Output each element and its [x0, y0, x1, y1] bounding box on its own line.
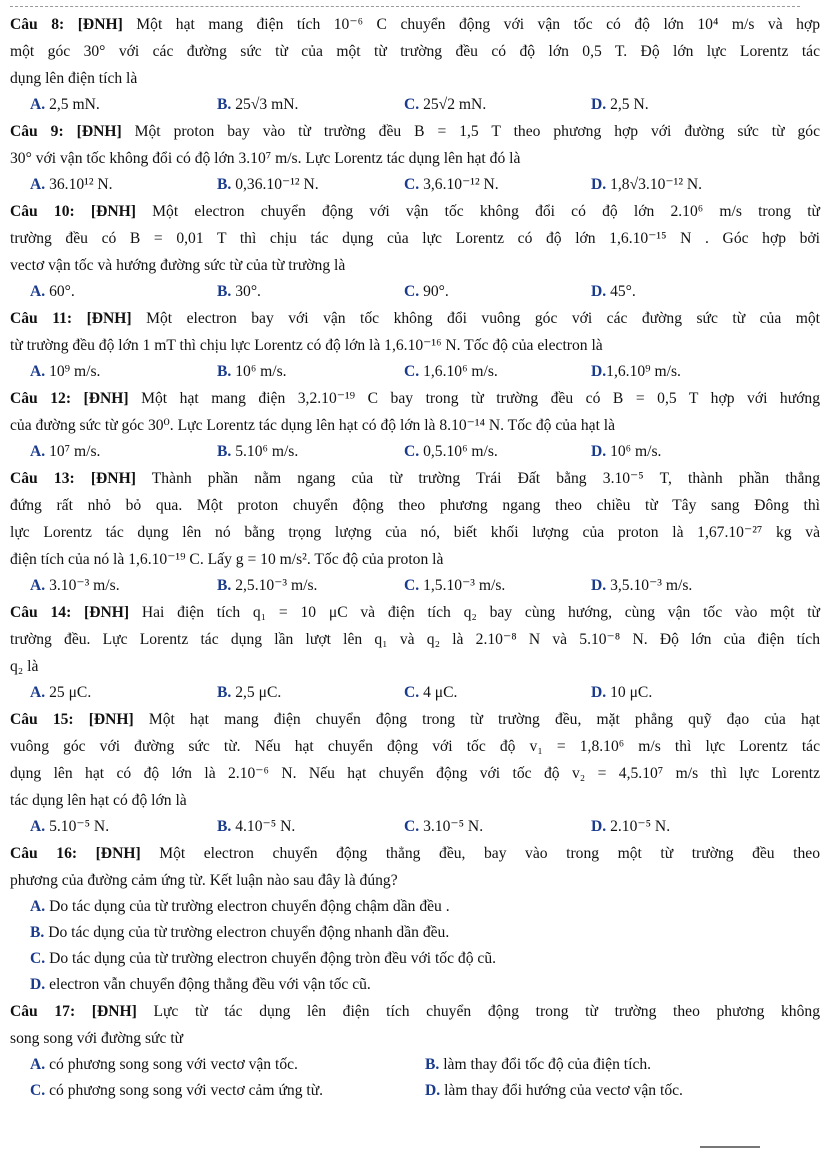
question-14-line-2: trường đều. Lực Lorentz tác dụng lần lượt lên q₁ và q₂ là 2.10⁻⁸ N và 5.10⁻⁸ N. Độ lớn của điện tích: [10, 631, 820, 648]
option-d-text: làm thay đổi hướng của vectơ vận tốc.: [444, 1082, 683, 1099]
question-13-line-4: điện tích của nó là 1,6.10⁻¹⁹ C. Lấy g = 10 m/s². Tốc độ của proton là: [10, 551, 444, 568]
question-15-text-1: Một hạt mang điện chuyển động trong từ trường đều, mặt phẳng quỹ đạo của hạt: [148, 711, 820, 728]
option-a-label: A.: [30, 96, 46, 113]
question-11-option-c[interactable]: [404, 359, 591, 385]
question-8-option-d[interactable]: [591, 92, 778, 118]
option-d-label: D.: [591, 443, 607, 460]
question-12-line-1: [10, 385, 820, 412]
question-9-line-2: 30° với vận tốc không đổi có độ lớn 3.10⁷ m/s. Lực Lorentz tác dụng lên hạt đó là: [10, 150, 521, 167]
option-c-label: C.: [404, 684, 420, 701]
option-d-text: 3,5.10⁻³ m/s.: [610, 577, 693, 594]
question-10: [10, 198, 820, 305]
question-16-number: Câu 16: [ĐNH]: [10, 845, 141, 862]
question-10-option-c[interactable]: [404, 279, 591, 305]
option-a-text: 10⁹ m/s.: [49, 363, 101, 380]
question-9-options: [10, 172, 820, 198]
option-b-label: B.: [217, 577, 232, 594]
option-d-text: 2,5 N.: [610, 96, 649, 113]
question-16-option-b[interactable]: [10, 920, 820, 946]
option-c-label: C.: [404, 283, 420, 300]
question-11-number: Câu 11: [ĐNH]: [10, 310, 132, 327]
question-10-option-b[interactable]: [217, 279, 404, 305]
question-14-options: [10, 680, 820, 706]
option-d-label: D.: [591, 684, 607, 701]
question-8-line-1: [10, 11, 820, 38]
question-13-options: [10, 573, 820, 599]
question-13-line-1: [10, 465, 820, 492]
option-a-text: có phương song song với vectơ vận tốc.: [49, 1056, 298, 1073]
question-15-options: [10, 814, 820, 840]
question-8-option-a[interactable]: [30, 92, 217, 118]
question-8-line-3: dụng lên điện tích là: [10, 70, 138, 87]
question-11-option-d[interactable]: [591, 359, 778, 385]
option-c-label: C.: [404, 443, 420, 460]
option-d-text: 45°.: [610, 283, 636, 300]
question-15-option-a[interactable]: [30, 814, 217, 840]
question-15-number: Câu 15: [ĐNH]: [10, 711, 134, 728]
question-16-option-c[interactable]: [10, 946, 820, 972]
question-13-option-c[interactable]: [404, 573, 591, 599]
option-a-label: A.: [30, 363, 46, 380]
option-c-label: C.: [404, 577, 420, 594]
question-14-option-a[interactable]: [30, 680, 217, 706]
question-17-option-a[interactable]: [30, 1052, 425, 1078]
option-d-text: electron vẫn chuyển động thẳng đều với vận tốc cũ.: [49, 976, 371, 993]
question-14-text-1: Hai điện tích q₁ = 10 μC và điện tích q₂ bay cùng hướng, cùng vận tốc vào một từ: [141, 604, 820, 621]
question-16: [10, 840, 820, 998]
question-14: [10, 599, 820, 706]
option-c-text: 1,6.10⁶ m/s.: [423, 363, 498, 380]
question-12-line-2: của đường sức từ góc 30⁰. Lực Lorentz tác dụng lên hạt có độ lớn là 8.10⁻¹⁴ N. Tốc độ của hạt là: [10, 417, 616, 434]
option-c-label: C.: [404, 176, 420, 193]
question-12-option-a[interactable]: [30, 439, 217, 465]
option-b-text: 30°.: [235, 283, 261, 300]
question-14-line-3: q₂ là: [10, 658, 39, 675]
question-17-option-c[interactable]: [30, 1078, 425, 1104]
question-8-option-c[interactable]: [404, 92, 591, 118]
option-c-label: C.: [30, 1082, 46, 1099]
option-d-text: 10 μC.: [610, 684, 653, 701]
question-13-line-3: lực Lorentz tác dụng lên nó bằng trọng lượng của nó, biết khối lượng của proton là 1,67.10⁻²⁷ kg và: [10, 524, 820, 541]
question-12-number: Câu 12: [ĐNH]: [10, 390, 129, 407]
option-c-text: 25√2 mN.: [423, 96, 487, 113]
option-b-label: B.: [217, 96, 232, 113]
option-a-text: 10⁷ m/s.: [49, 443, 101, 460]
question-17-options-row-2: [10, 1078, 820, 1104]
option-b-text: làm thay đổi tốc độ của điện tích.: [443, 1056, 652, 1073]
question-17-option-b[interactable]: [425, 1052, 820, 1078]
question-11: [10, 305, 820, 385]
option-b-label: B.: [217, 176, 232, 193]
option-c-text: 4 μC.: [423, 684, 458, 701]
option-d-label: D.: [30, 976, 46, 993]
option-b-text: Do tác dụng của từ trường electron chuyển động nhanh dần đều.: [48, 924, 450, 941]
option-c-text: 90°.: [423, 283, 449, 300]
question-10-text-1: Một electron chuyển động với vận tốc không đổi có độ lớn 2.10⁶ m/s trong từ: [152, 203, 820, 220]
option-d-text: 1,6.10⁹ m/s.: [606, 363, 681, 380]
option-b-label: B.: [217, 363, 232, 380]
question-8-text-1: Một hạt mang điện tích 10⁻⁶ C chuyển động với vận tốc có độ lớn 10⁴ m/s và hợp: [136, 16, 820, 33]
question-16-option-a[interactable]: [10, 894, 820, 920]
option-d-label: D.: [591, 283, 607, 300]
option-a-text: 36.10¹² N.: [49, 176, 113, 193]
question-14-number: Câu 14: [ĐNH]: [10, 604, 130, 621]
question-17-option-d[interactable]: [425, 1078, 820, 1104]
question-11-text-1: Một electron bay với vận tốc không đổi vuông góc với các đường sức từ của một: [146, 310, 820, 327]
option-b-text: 10⁶ m/s.: [235, 363, 287, 380]
question-15-line-3: dụng lên hạt có độ lớn là 2.10⁻⁶ N. Nếu hạt chuyển động với tốc độ v₂ = 4,5.10⁷ m/s thì lực Lorentz: [10, 765, 820, 782]
question-15-option-c[interactable]: [404, 814, 591, 840]
question-10-options: [10, 279, 820, 305]
option-b-label: B.: [217, 443, 232, 460]
option-a-label: A.: [30, 684, 46, 701]
question-10-number: Câu 10: [ĐNH]: [10, 203, 136, 220]
option-b-text: 2,5 μC.: [235, 684, 282, 701]
option-d-text: 10⁶ m/s.: [610, 443, 662, 460]
question-15-option-b[interactable]: [217, 814, 404, 840]
option-d-label: D.: [591, 577, 607, 594]
question-16-line-1: [10, 840, 820, 867]
option-d-label: D.: [591, 96, 607, 113]
question-10-option-a[interactable]: [30, 279, 217, 305]
question-13-option-d[interactable]: [591, 573, 778, 599]
option-d-text: 2.10⁻⁵ N.: [610, 818, 671, 835]
option-a-text: 5.10⁻⁵ N.: [49, 818, 110, 835]
question-13: [10, 465, 820, 599]
question-11-line-2: từ trường đều độ lớn 1 mT thì chịu lực Lorentz có độ lớn là 1,6.10⁻¹⁶ N. Tốc độ của electron là: [10, 337, 603, 354]
option-b-text: 0,36.10⁻¹² N.: [235, 176, 319, 193]
option-a-text: 3.10⁻³ m/s.: [49, 577, 120, 594]
question-14-option-d[interactable]: [591, 680, 778, 706]
option-d-label: D.: [425, 1082, 441, 1099]
option-c-text: 0,5.10⁶ m/s.: [423, 443, 498, 460]
option-b-text: 2,5.10⁻³ m/s.: [235, 577, 318, 594]
question-11-option-b[interactable]: [217, 359, 404, 385]
question-14-line-1: [10, 599, 820, 626]
question-sheet: [0, 7, 830, 1104]
option-a-text: 2,5 mN.: [49, 96, 100, 113]
question-8-line-2: một góc 30° với các đường sức từ của một từ trường đều có độ lớn 0,5 T. Độ lớn lực Lorentz tác: [10, 43, 820, 60]
question-17-number: Câu 17: [ĐNH]: [10, 1003, 137, 1020]
question-12-text-1: Một hạt mang điện 3,2.10⁻¹⁹ C bay trong từ trường đều có B = 0,5 T hợp với hướng: [141, 390, 821, 407]
question-12-options: [10, 439, 820, 465]
question-12: [10, 385, 820, 465]
option-c-label: C.: [404, 818, 420, 835]
question-15-option-d[interactable]: [591, 814, 778, 840]
question-15-line-4: tác dụng lên hạt có độ lớn là: [10, 792, 187, 809]
question-15: [10, 706, 820, 840]
option-d-label: D.: [591, 363, 607, 380]
option-b-text: 25√3 mN.: [235, 96, 299, 113]
option-c-text: Do tác dụng của từ trường electron chuyển động tròn đều với tốc độ cũ.: [49, 950, 497, 967]
question-9-option-b[interactable]: [217, 172, 404, 198]
question-9: [10, 118, 820, 198]
question-9-option-d[interactable]: [591, 172, 778, 198]
option-c-label: C.: [30, 950, 46, 967]
question-9-line-1: [10, 118, 820, 145]
option-a-label: A.: [30, 176, 46, 193]
option-c-text: có phương song song với vectơ cảm ứng từ.: [49, 1082, 324, 1099]
question-14-option-c[interactable]: [404, 680, 591, 706]
question-9-option-a[interactable]: [30, 172, 217, 198]
option-d-label: D.: [591, 818, 607, 835]
option-b-label: B.: [217, 283, 232, 300]
question-13-option-b[interactable]: [217, 573, 404, 599]
question-15-line-2: vuông góc với đường sức từ. Nếu hạt chuyển động với tốc độ v₁ = 1,8.10⁶ m/s thì lực Lorentz tác: [10, 738, 820, 755]
question-13-number: Câu 13: [ĐNH]: [10, 470, 136, 487]
question-13-text-1: Thành phần nằm ngang của từ trường Trái Đất bằng 3.10⁻⁵ T, thành phần thẳng: [151, 470, 820, 487]
question-12-option-b[interactable]: [217, 439, 404, 465]
question-8-number: Câu 8: [ĐNH]: [10, 16, 123, 33]
question-16-line-2: phương của đường cảm ứng từ. Kết luận nào sau đây là đúng?: [10, 872, 398, 889]
question-11-options: [10, 359, 820, 385]
option-b-label: B.: [217, 818, 232, 835]
option-a-text: 60°.: [49, 283, 75, 300]
option-c-text: 1,5.10⁻³ m/s.: [423, 577, 506, 594]
question-15-line-1: [10, 706, 820, 733]
question-9-number: Câu 9: [ĐNH]: [10, 123, 122, 140]
option-a-label: A.: [30, 818, 46, 835]
question-11-option-a[interactable]: [30, 359, 217, 385]
question-16-option-d[interactable]: [10, 972, 820, 998]
option-a-text: Do tác dụng của từ trường electron chuyển động chậm dần đều .: [49, 898, 450, 915]
option-d-label: D.: [591, 176, 607, 193]
question-12-option-d[interactable]: [591, 439, 778, 465]
option-c-text: 3.10⁻⁵ N.: [423, 818, 484, 835]
question-14-option-b[interactable]: [217, 680, 404, 706]
question-10-line-2: trường đều có B = 0,01 T thì chịu tác dụng của lực Lorentz có độ lớn 1,6.10⁻¹⁵ N . Góc hợp bởi: [10, 230, 820, 247]
question-17-options-row-1: [10, 1052, 820, 1078]
question-9-text-1: Một proton bay vào từ trường đều B = 1,5 T theo phương hợp với đường sức từ góc: [134, 123, 821, 140]
option-a-label: A.: [30, 283, 46, 300]
option-b-text: 5.10⁶ m/s.: [235, 443, 299, 460]
question-17: [10, 998, 820, 1104]
question-17-line-2: song song với đường sức từ: [10, 1030, 184, 1047]
option-a-text: 25 μC.: [49, 684, 92, 701]
question-17-line-1: [10, 998, 820, 1025]
question-11-line-1: [10, 305, 820, 332]
option-c-label: C.: [404, 96, 420, 113]
question-17-text-1: Lực từ tác dụng lên điện tích chuyển động trong từ trường theo phương không: [153, 1003, 820, 1020]
question-13-option-a[interactable]: [30, 573, 217, 599]
question-10-line-3: vectơ vận tốc và hướng đường sức từ của từ trường là: [10, 257, 346, 274]
question-10-option-d[interactable]: [591, 279, 778, 305]
question-16-text-1: Một electron chuyển động thẳng đều, bay vào trong một từ trường đều theo: [159, 845, 820, 862]
question-10-line-1: [10, 198, 820, 225]
question-8: [10, 11, 820, 118]
option-c-text: 3,6.10⁻¹² N.: [423, 176, 499, 193]
option-b-text: 4.10⁻⁵ N.: [235, 818, 296, 835]
option-a-label: A.: [30, 577, 46, 594]
question-8-options: [10, 92, 820, 118]
question-9-option-c[interactable]: [404, 172, 591, 198]
option-a-label: A.: [30, 898, 46, 915]
bottom-decoration-bar: [700, 1146, 760, 1148]
option-b-label: B.: [217, 684, 232, 701]
option-c-label: C.: [404, 363, 420, 380]
option-a-label: A.: [30, 1056, 46, 1073]
option-b-label: B.: [30, 924, 45, 941]
top-decoration-bar: [10, 0, 800, 7]
question-12-option-c[interactable]: [404, 439, 591, 465]
option-b-label: B.: [425, 1056, 440, 1073]
option-d-text: 1,8√3.10⁻¹² N.: [610, 176, 703, 193]
question-8-option-b[interactable]: [217, 92, 404, 118]
option-a-label: A.: [30, 443, 46, 460]
question-13-line-2: đứng rất nhỏ bỏ qua. Một proton chuyển động theo phương ngang theo chiều từ Tây sang Đông thì: [10, 497, 820, 514]
